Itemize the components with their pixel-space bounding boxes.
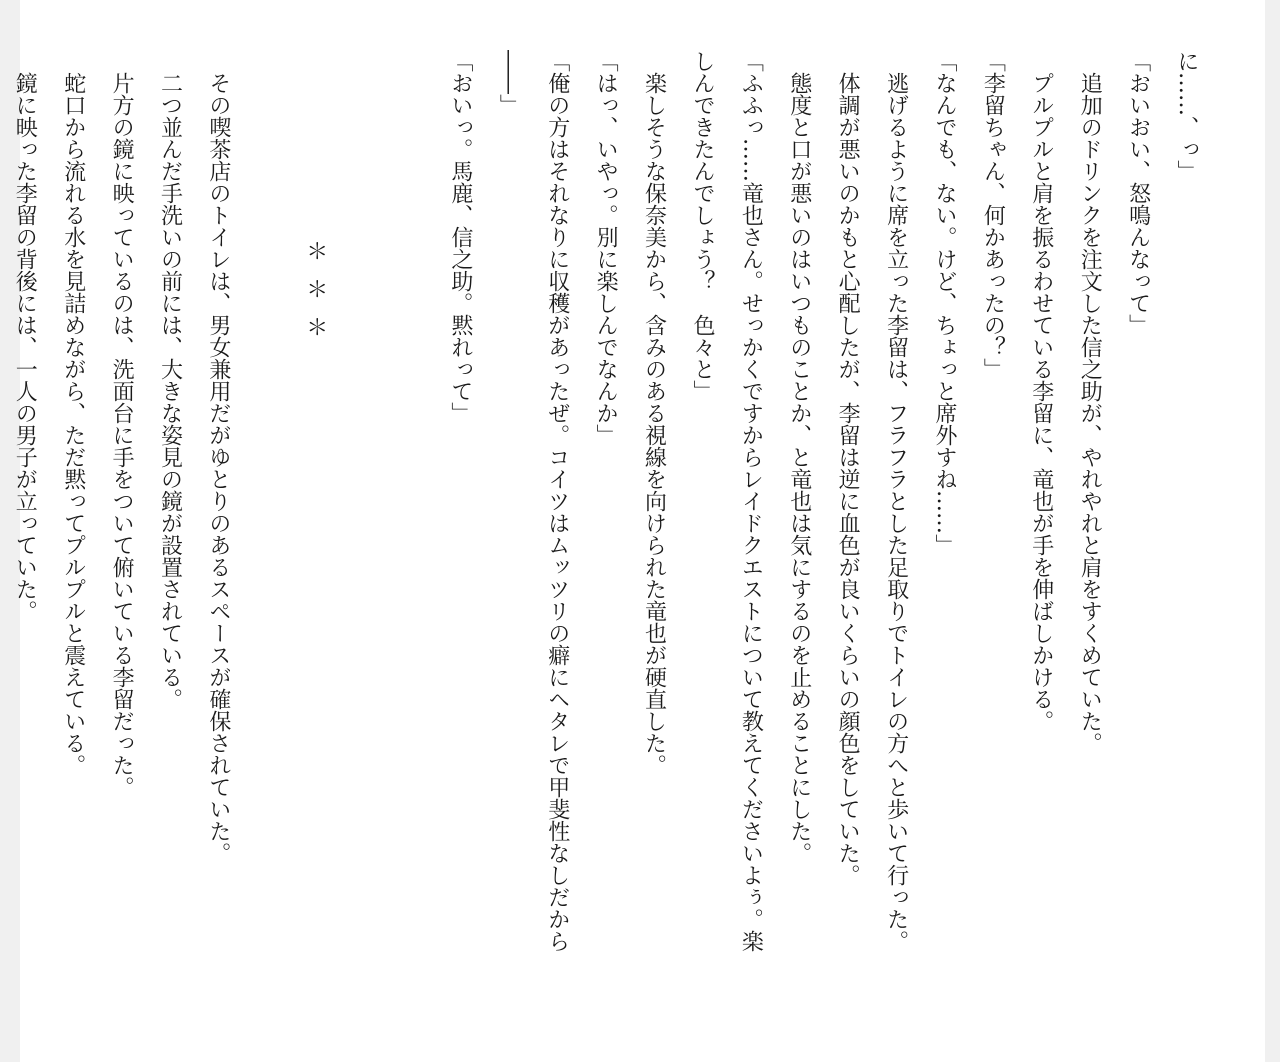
text-line: に……、っ」 bbox=[1174, 50, 1199, 182]
text-line: 蛇口から流れる水を見詰めながら、ただ黙ってプルプルと震えている。 bbox=[60, 50, 86, 776]
text-line: 片方の鏡に映っているのは、洗面台に手をついて俯いている李留だった。 bbox=[109, 50, 135, 798]
dialogue-line: 「俺の方はそれなりに収穫があったぜ。コイツはムッツリの癖にヘタレで甲斐性なしだから bbox=[544, 50, 570, 952]
text-line: 態度と口が悪いのはいつものことか、と竜也は気にするのを止めることにした。 bbox=[786, 50, 812, 864]
dialogue-line: 「なんでも、ない。けど、ちょっと席外すね……」 bbox=[931, 50, 957, 556]
text-line: 鏡に映った李留の背後には、一人の男子が立っていた。 bbox=[12, 50, 38, 622]
text-line: 体調が悪いのかもと心配したが、李留は逆に血色が良いくらいの顔色をしていた。 bbox=[835, 50, 861, 886]
dialogue-line: 「おいおい、怒鳴んなって」 bbox=[1125, 50, 1151, 336]
blank-line bbox=[387, 50, 435, 1030]
scene-separator: ＊＊＊ bbox=[302, 240, 328, 354]
text-line: 追加のドリンクを注文した信之助が、やれやれと肩をすくめていた。 bbox=[1077, 50, 1103, 754]
text-line: プルプルと肩を振るわせている李留に、竜也が手を伸ばしかける。 bbox=[1028, 50, 1054, 732]
dialogue-line: 「はっ、いやっ。別に楽しんでなんか」 bbox=[593, 50, 619, 446]
text-line: 楽しそうな保奈美から、含みのある視線を向けられた竜也が硬直した。 bbox=[641, 50, 667, 776]
text-line: 逃げるように席を立った李留は、フラフラとした足取りでトイレの方へと歩いて行った。 bbox=[883, 50, 909, 952]
page bbox=[12, 0, 1265, 1062]
dialogue-line: ――」 bbox=[496, 50, 522, 116]
dialogue-line: しんできたんでしょう？ 色々と」 bbox=[689, 50, 715, 402]
dialogue-line: 「おいっ。馬鹿、信之助。黙れって」 bbox=[447, 50, 473, 424]
blank-line bbox=[339, 50, 387, 1030]
text-line: 二つ並んだ手洗いの前には、大きな姿見の鏡が設置されている。 bbox=[157, 50, 183, 710]
dialogue-line: 「ふふっ……竜也さん。せっかくですからレイドクエストについて教えてくださいよぅ。楽 bbox=[738, 50, 764, 952]
vertical-text-body bbox=[0, 50, 1210, 1030]
blank-line bbox=[242, 50, 290, 1030]
text-line: その喫茶店のトイレは、男女兼用だがゆとりのあるスペースが確保されていた。 bbox=[205, 50, 231, 864]
dialogue-line: 「李留ちゃん、何かあったの？」 bbox=[980, 50, 1006, 380]
